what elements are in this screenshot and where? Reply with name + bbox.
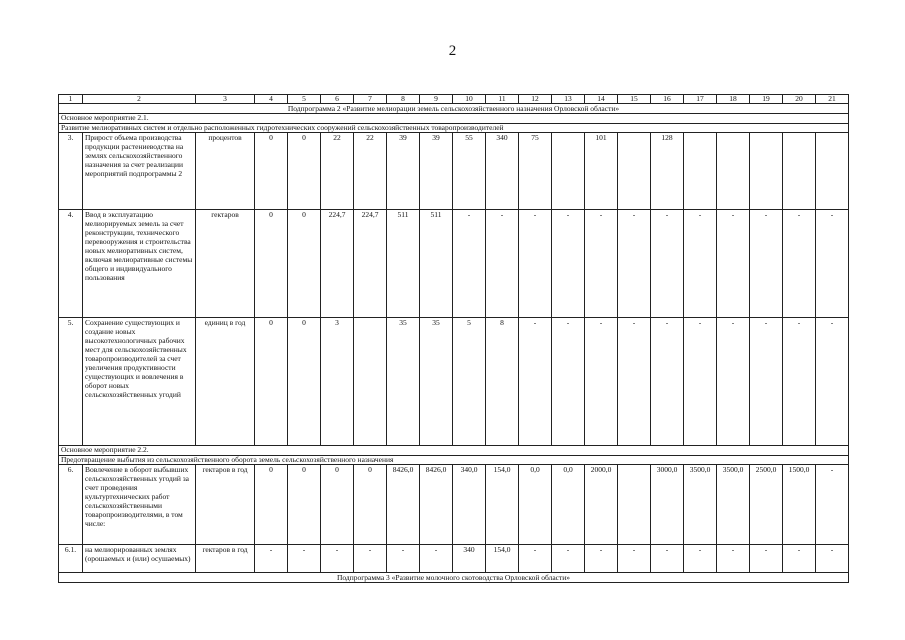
value-cell: -: [717, 210, 750, 318]
value-cell: 0: [288, 318, 321, 446]
value-cell: [816, 133, 849, 210]
row-number-cell: 3.: [59, 133, 83, 210]
column-number-header: 15: [618, 95, 651, 104]
value-cell: 511: [420, 210, 453, 318]
indicator-name-cell: Сохранение существующих и создание новых высокотехнологичных рабочих мест для сельскохозяйственных товаропроизводителей за счет увеличения продуктивности существующих и вовлечения в оборот новых сельскохозяйственных угодий: [83, 318, 196, 446]
value-cell: -: [354, 545, 387, 573]
subprogram-3-title: Подпрограмма 3 «Развитие молочного скотоводства Орловской области»: [59, 573, 849, 583]
measure-2-1-title-row: [59, 114, 849, 124]
value-cell: -: [420, 545, 453, 573]
value-cell: 0: [255, 210, 288, 318]
value-cell: 340: [486, 133, 519, 210]
value-cell: 0: [255, 318, 288, 446]
column-number-header: 13: [552, 95, 585, 104]
value-cell: 8426,0: [387, 465, 420, 545]
value-cell: -: [519, 210, 552, 318]
value-cell: 55: [453, 133, 486, 210]
value-cell: 2000,0: [585, 465, 618, 545]
value-cell: -: [783, 210, 816, 318]
value-cell: 3500,0: [717, 465, 750, 545]
value-cell: [354, 318, 387, 446]
value-cell: -: [684, 210, 717, 318]
value-cell: 3: [321, 318, 354, 446]
column-number-header: 12: [519, 95, 552, 104]
unit-cell: единиц в год: [196, 318, 255, 446]
unit-cell: процентов: [196, 133, 255, 210]
value-cell: 2500,0: [750, 465, 783, 545]
column-number-header: 18: [717, 95, 750, 104]
value-cell: [717, 133, 750, 210]
value-cell: -: [321, 545, 354, 573]
value-cell: -: [684, 318, 717, 446]
value-cell: -: [651, 318, 684, 446]
value-cell: 0: [288, 465, 321, 545]
value-cell: -: [750, 545, 783, 573]
column-number-header: 3: [196, 95, 255, 104]
value-cell: 1500,0: [783, 465, 816, 545]
column-number-header: 1: [59, 95, 83, 104]
unit-cell: гектаров в год: [196, 465, 255, 545]
value-cell: 22: [354, 133, 387, 210]
column-number-header: 5: [288, 95, 321, 104]
value-cell: 0,0: [552, 465, 585, 545]
column-number-header: 8: [387, 95, 420, 104]
value-cell: -: [585, 318, 618, 446]
indicator-name-cell: Ввод в эксплуатацию мелиорируемых земель за счет реконструкции, технического перевооружения и строительства новых мелиоративных систем, включая мелиоративные системы общего и индивидуального пользования: [83, 210, 196, 318]
column-number-header: 9: [420, 95, 453, 104]
value-cell: 0: [288, 133, 321, 210]
column-number-header: 17: [684, 95, 717, 104]
column-number-header: 21: [816, 95, 849, 104]
row-number-cell: 4.: [59, 210, 83, 318]
value-cell: -: [783, 318, 816, 446]
value-cell: -: [651, 545, 684, 573]
value-cell: 75: [519, 133, 552, 210]
indicator-name-cell: Вовлечение в оборот выбывших сельскохозяйственных угодий за счет проведения культуртехнических работ сельскохозяйственными товаропроизводителями, в том числе:: [83, 465, 196, 545]
value-cell: 0: [255, 133, 288, 210]
value-cell: 128: [651, 133, 684, 210]
unit-cell: гектаров: [196, 210, 255, 318]
value-cell: -: [816, 318, 849, 446]
value-cell: 224,7: [321, 210, 354, 318]
value-cell: -: [816, 210, 849, 318]
value-cell: -: [717, 318, 750, 446]
value-cell: [750, 133, 783, 210]
value-cell: -: [783, 545, 816, 573]
subprogram-3-row: [59, 573, 849, 583]
value-cell: -: [684, 545, 717, 573]
measure-2-2-subtitle: Предотвращение выбытия из сельскохозяйственного оборота земель сельскохозяйственного назначения: [59, 455, 849, 465]
value-cell: 224,7: [354, 210, 387, 318]
page-number: 2: [448, 43, 457, 59]
value-cell: [552, 133, 585, 210]
value-cell: -: [816, 465, 849, 545]
value-cell: -: [651, 210, 684, 318]
value-cell: [618, 465, 651, 545]
value-cell: -: [486, 210, 519, 318]
value-cell: 0: [354, 465, 387, 545]
value-cell: -: [750, 210, 783, 318]
indicators-table: [58, 94, 849, 583]
row-number-cell: 6.: [59, 465, 83, 545]
column-number-header: 11: [486, 95, 519, 104]
measure-2-1-title: Основное мероприятие 2.1.: [59, 114, 849, 124]
value-cell: [684, 133, 717, 210]
measure-2-1-subtitle-row: [59, 123, 849, 133]
table-row: [59, 545, 849, 573]
row-number-cell: 5.: [59, 318, 83, 446]
column-number-header: 10: [453, 95, 486, 104]
value-cell: 35: [387, 318, 420, 446]
value-cell: -: [519, 318, 552, 446]
table-row: [59, 465, 849, 545]
unit-cell: гектаров в год: [196, 545, 255, 573]
value-cell: 0: [255, 465, 288, 545]
value-cell: 22: [321, 133, 354, 210]
value-cell: [618, 133, 651, 210]
value-cell: 340,0: [453, 465, 486, 545]
column-number-header: 14: [585, 95, 618, 104]
value-cell: 154,0: [486, 545, 519, 573]
column-number-header: 7: [354, 95, 387, 104]
value-cell: -: [552, 210, 585, 318]
value-cell: 3500,0: [684, 465, 717, 545]
value-cell: 340: [453, 545, 486, 573]
column-number-header: 16: [651, 95, 684, 104]
value-cell: -: [717, 545, 750, 573]
subprogram-2-title: Подпрограмма 2 «Развитие мелиорации земель сельскохозяйственного назначения Орловской области»: [59, 104, 849, 114]
value-cell: -: [519, 545, 552, 573]
value-cell: -: [552, 545, 585, 573]
value-cell: 0,0: [519, 465, 552, 545]
value-cell: -: [750, 318, 783, 446]
measure-2-2-subtitle-row: [59, 455, 849, 465]
value-cell: 5: [453, 318, 486, 446]
table-row: [59, 318, 849, 446]
value-cell: 511: [387, 210, 420, 318]
column-number-header: 20: [783, 95, 816, 104]
value-cell: -: [453, 210, 486, 318]
value-cell: -: [387, 545, 420, 573]
indicator-name-cell: на мелиорированных землях (орошаемых и (или) осушаемых): [83, 545, 196, 573]
value-cell: 8426,0: [420, 465, 453, 545]
value-cell: -: [585, 545, 618, 573]
value-cell: -: [618, 318, 651, 446]
value-cell: [783, 133, 816, 210]
table-row: [59, 133, 849, 210]
value-cell: 3000,0: [651, 465, 684, 545]
measure-2-1-subtitle: Развитие мелиоративных систем и отдельно расположенных гидротехнических сооружений сельскохозяйственных товаропроизводителей: [59, 123, 849, 133]
column-number-header: 19: [750, 95, 783, 104]
column-number-row: [59, 95, 849, 104]
value-cell: -: [288, 545, 321, 573]
value-cell: 39: [420, 133, 453, 210]
value-cell: 35: [420, 318, 453, 446]
column-number-header: 4: [255, 95, 288, 104]
value-cell: -: [585, 210, 618, 318]
indicator-name-cell: Прирост объема производства продукции растениеводства на землях сельскохозяйственного назначения за счет реализации мероприятий подпрограммы 2: [83, 133, 196, 210]
row-number-cell: 6.1.: [59, 545, 83, 573]
value-cell: 154,0: [486, 465, 519, 545]
value-cell: 8: [486, 318, 519, 446]
table-row: [59, 210, 849, 318]
value-cell: -: [618, 545, 651, 573]
value-cell: 0: [288, 210, 321, 318]
column-number-header: 6: [321, 95, 354, 104]
subprogram-2-row: [59, 104, 849, 114]
value-cell: 0: [321, 465, 354, 545]
measure-2-2-title-row: [59, 446, 849, 456]
value-cell: 101: [585, 133, 618, 210]
measure-2-2-title: Основное мероприятие 2.2.: [59, 446, 849, 456]
value-cell: -: [255, 545, 288, 573]
value-cell: -: [618, 210, 651, 318]
value-cell: -: [552, 318, 585, 446]
value-cell: 39: [387, 133, 420, 210]
value-cell: -: [816, 545, 849, 573]
column-number-header: 2: [83, 95, 196, 104]
